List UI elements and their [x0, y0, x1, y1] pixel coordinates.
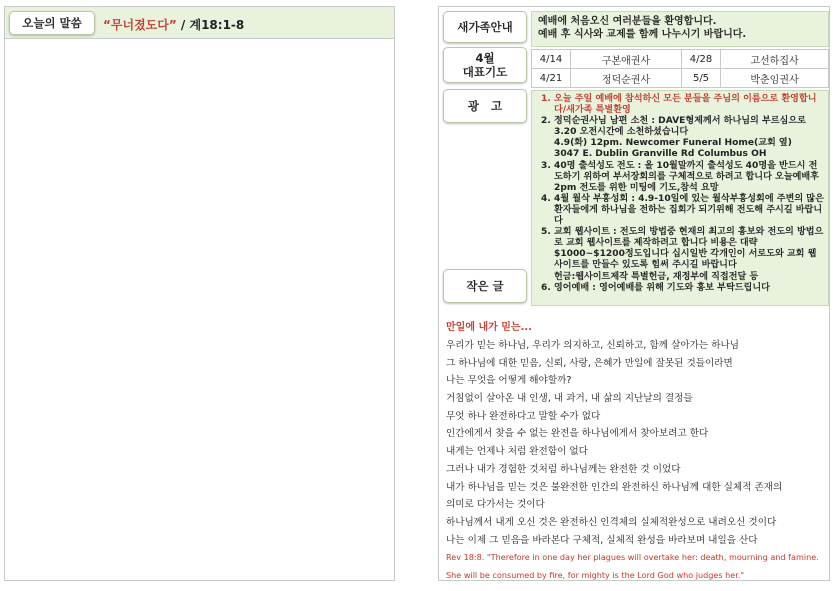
announcements-label: [443, 89, 527, 123]
bulletin-panel: [438, 6, 830, 581]
list-item: 5. 교회 웹사이트 : 전도의 방법중 현재의 최고의 홍보와 전도의 방법으로 교회 웹사이트를 제작하려고 합니다 비용은 대략 $1000~$1200정도입니다 십시일반 각개인이 서로도와 교회 웹사이트를 만들수 있도록 힘써 주시길 바랍니다 헌금:웹사이트제작 특별헌금, 재정부에 직접전달 등: [554, 227, 824, 282]
list-item: 1. 오늘 주일 예배에 참석하신 모든 분들을 주님의 이름으로 환영합니다/새가족 특별환영: [554, 94, 824, 116]
new-family-label: 새가족안내: [443, 11, 527, 43]
essay-line: 인간에게서 찾을 수 없는 완전을 하나님에게서 찾아보려고 한다: [446, 428, 709, 440]
prayer-date: 5/5: [682, 69, 721, 88]
table-row: [532, 69, 829, 88]
list-item: 6. 영어예배 : 영어예배를 위해 기도와 홍보 부탁드립니다: [554, 283, 824, 294]
prayer-date: 4/28: [682, 50, 721, 69]
todays-word-label: 오늘의 말씀: [9, 11, 95, 35]
essay-line: 무엇 하나 완전하다고 말할 수가 없다: [446, 410, 601, 422]
verse-quote: “무너졌도다”: [103, 18, 177, 32]
scripture-quote: Rev 18:8. "Therefore in one day her plagues will overtake her: death, mourning and famine.: [446, 552, 819, 563]
essay-line: 내가 하나님을 믿는 것은 불완전한 인간의 완전하신 하나님께 대한 실체적 존재의: [446, 481, 783, 493]
essay-line: 우리가 믿는 하나님, 우리가 의지하고, 신뢰하고, 함께 살아가는 하나님: [446, 340, 740, 351]
essay-line: 그러나 내가 경험한 것처럼 하나님께는 완전한 것 이었다: [446, 463, 681, 475]
essay-line: 의미로 다가서는 것이다: [446, 499, 545, 511]
list-item: 3. 40명 출석성도 전도 : 올 10월말까지 출석성도 40명을 반드시 전도하기 위하여 부서장회의를 구체적으로 하려고 합니다 오늘예배후 2pm 전도를 위한 미팅에 기도,참석 요망: [554, 161, 824, 194]
prayer-leader: 고선하집사: [721, 50, 829, 69]
prayer-date: 4/21: [532, 69, 571, 88]
prayer-date: 4/14: [532, 50, 571, 69]
announcements: [531, 90, 829, 306]
list-item: 2. 정덕순권사님 남편 소천 : DAVE형제께서 하나님의 부르심으로 3.20 오전시간에 소천하셨습니다 4.9(화) 12pm. Newcomer Funeral Home(교회 옆) 3047 E. Dublin Granville Rd Columbus OH: [554, 116, 824, 160]
essay-line: 나는 이제 그 믿음을 바라본다 구체적, 실체적 완성을 바라보며 내일을 산다: [446, 534, 758, 546]
essay-line: 거침없이 살아온 내 인생, 내 과거, 내 삶의 지난날의 결정들: [446, 393, 693, 405]
announcements-label-text: 광 고: [467, 98, 503, 113]
essay-line: 그 하나님에 대한 믿음, 신뢰, 사랑, 은혜가 만일에 잘못된 것들이라면: [446, 357, 733, 369]
essay-line: 내게는 언제나 처럼 완전함이 없다: [446, 446, 588, 458]
prayer-schedule: [531, 49, 829, 88]
essay-title: 만일에 내가 믿는...: [446, 322, 532, 333]
scripture-quote: She will be consumed by fire, for mighty is the Lord God who judges her.": [446, 569, 745, 580]
welcome-line: 예배 후 식사와 교제를 함께 나누시기 바랍니다.: [538, 29, 747, 40]
short-writing-label: 작은 글: [443, 269, 527, 303]
prayer-label: 4월 대표기도: [443, 47, 527, 83]
welcome-line: 예배에 처음오신 여러분들을 환영합니다.: [538, 16, 717, 27]
verse-reference: / 계18:1-8: [176, 18, 245, 32]
list-item: 4. 4월 월삭 부흥성회 : 4.9-10일에 있는 월삭부흥성회에 주변의 많은 환자들에게 하나님을 전하는 집회가 되기위해 전도해 주시길 바랍니다: [554, 194, 824, 227]
table-row: [532, 50, 829, 69]
verse-title: [103, 16, 244, 33]
prayer-leader: 구본애권사: [571, 50, 682, 69]
essay-line: 나는 무엇을 어떻게 해야할까?: [446, 375, 572, 387]
prayer-leader: 정덕순권사: [571, 69, 682, 88]
sermon-panel: [4, 6, 395, 581]
essay-line: 하나님께서 내게 오신 것은 완전하신 인격체의 실체적완성으로 내려오신 것이다: [446, 516, 777, 528]
prayer-leader: 박춘임권사: [721, 69, 829, 88]
welcome-message: [531, 11, 829, 47]
essay: [446, 318, 824, 585]
announcement-list: [536, 94, 824, 294]
